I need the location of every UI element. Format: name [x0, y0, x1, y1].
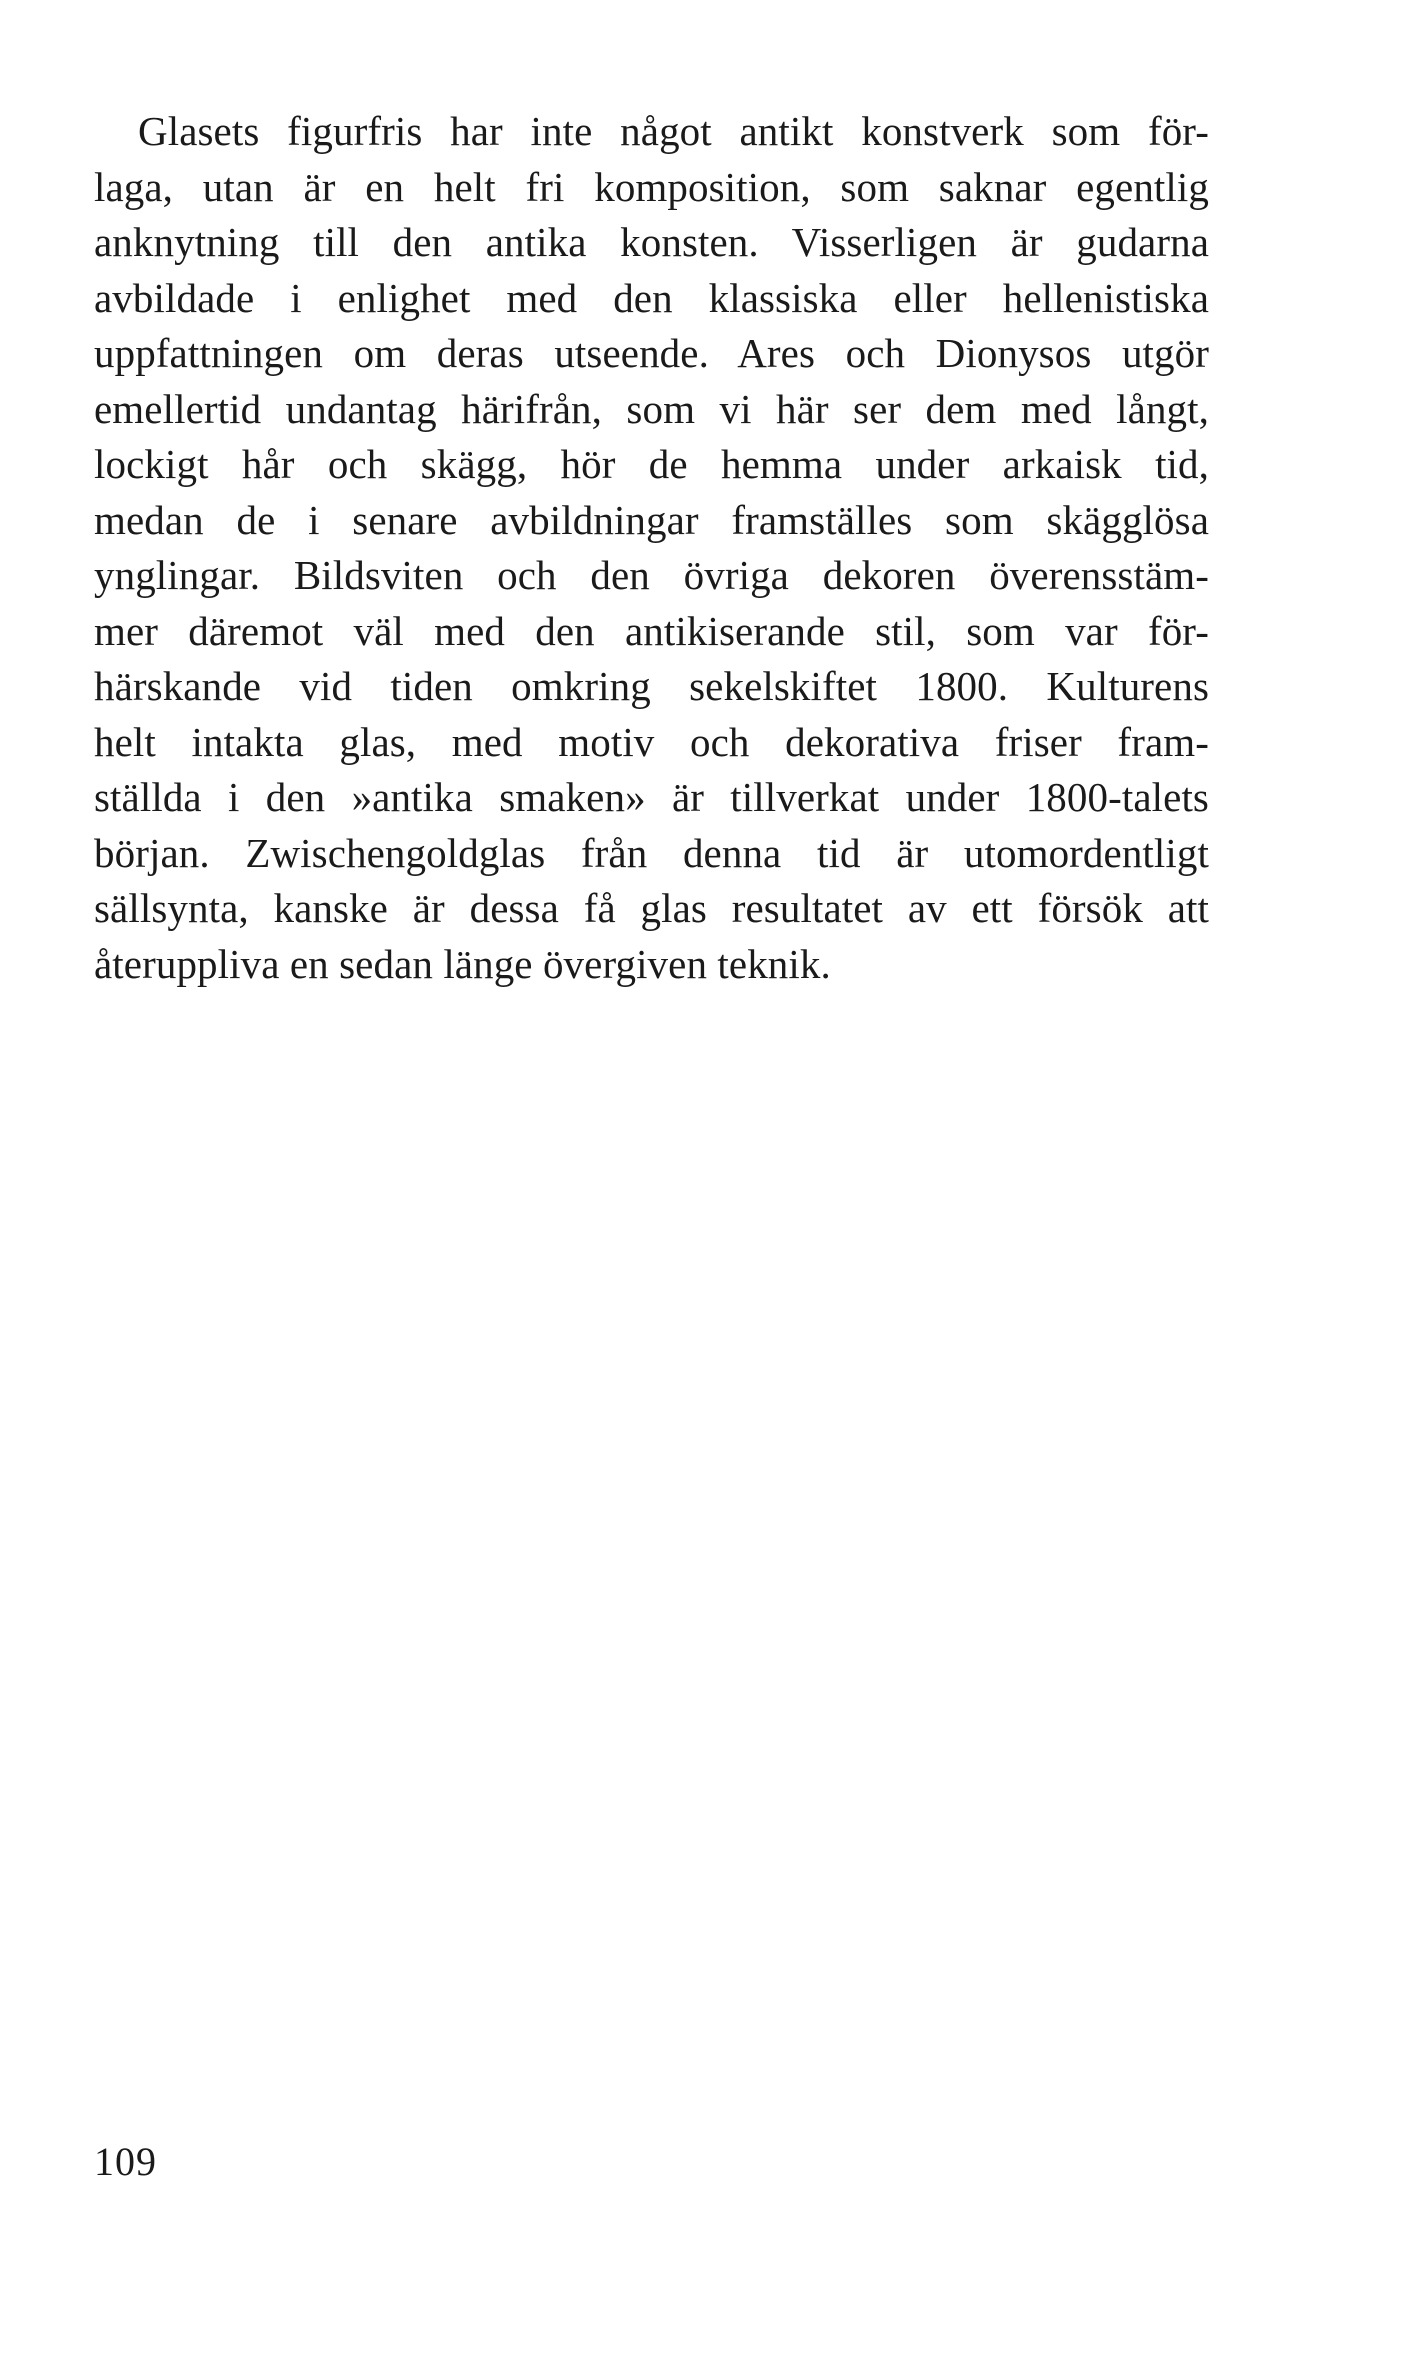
paragraph-line: början. Zwischengoldglas från denna tid är utomordentligt: [94, 829, 1209, 876]
paragraph-line: medan de i senare avbildningar framställes som skägglösa: [94, 496, 1209, 543]
paragraph-line: härskande vid tiden omkring sekelskiftet 1800. Kulturens: [94, 663, 1209, 709]
paragraph-line: sällsynta, kanske är dessa få glas resultatet av ett försök att: [94, 885, 1209, 931]
paragraph-line: helt intakta glas, med motiv och dekorativa friser fram-: [94, 718, 1209, 765]
paragraph-line: ynglingar. Bildsviten och den övriga dekoren överensstäm-: [94, 552, 1209, 598]
paragraph-line: laga, utan är en helt fri komposition, som saknar egentlig: [94, 163, 1209, 210]
paragraph-line: mer däremot väl med den antikiserande stil, som var för-: [94, 607, 1209, 654]
body-paragraph: [94, 104, 1209, 992]
paragraph-line: avbildade i enlighet med den klassiska eller hellenistiska: [94, 274, 1209, 321]
paragraph-line: ställda i den »antika smaken» är tillverkat under 1800-talets: [94, 774, 1209, 820]
paragraph-line: lockigt hår och skägg, hör de hemma under arkaisk tid,: [94, 441, 1209, 487]
page-number: 109: [94, 2139, 157, 2184]
paragraph-line: emellertid undantag härifrån, som vi här ser dem med långt,: [94, 385, 1209, 432]
paragraph-line: uppfattningen om deras utseende. Ares och Dionysos utgör: [94, 330, 1209, 376]
paragraph-line: Glasets figurfris har inte något antikt konstverk som för-: [138, 108, 1209, 154]
paragraph-line: återuppliva en sedan länge övergiven teknik.: [94, 940, 831, 987]
paragraph-line: anknytning till den antika konsten. Visserligen är gudarna: [94, 219, 1209, 265]
